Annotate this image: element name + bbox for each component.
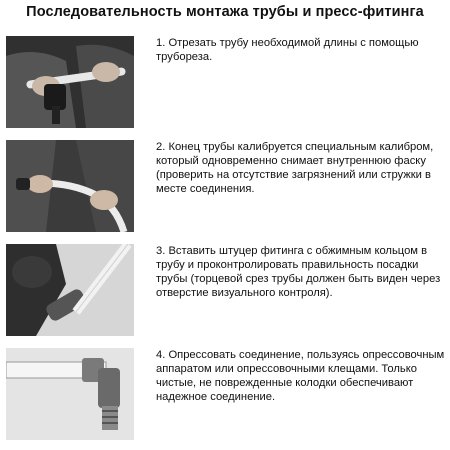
step-2 [6, 140, 450, 236]
step-1-text: 1. Отрезать трубу необходимой длины с помощью трубореза. [156, 37, 419, 63]
step-1 [6, 36, 450, 132]
page-title: Последовательность монтажа трубы и пресс-фитинга [26, 4, 424, 20]
fitting-insert-photo [6, 244, 134, 336]
step-3 [6, 244, 450, 340]
pipe-calibrator-photo [6, 140, 134, 232]
press-fitting-photo [6, 348, 134, 440]
step-2-text: 2. Конец трубы калибруется специальным калибром, который одновременно снимает внутреннюю фаску (проверить на отсутствие загрязнений или стружки в месте соединения. [156, 141, 434, 195]
step-4-text: 4. Опрессовать соединение, пользуясь опрессовочным аппаратом или опрессовочными клещами. Только чистые, не поврежденные колодки обеспечивают надежное соединение. [156, 349, 445, 403]
pipe-cutter-photo [6, 36, 134, 128]
step-3-text: 3. Вставить штуцер фитинга с обжимным кольцом в трубу и проконтролировать правильность посадки трубы (торцевой срез трубы должен быть виден через отверстие визуального контроля). [156, 245, 441, 299]
step-4 [6, 348, 450, 444]
